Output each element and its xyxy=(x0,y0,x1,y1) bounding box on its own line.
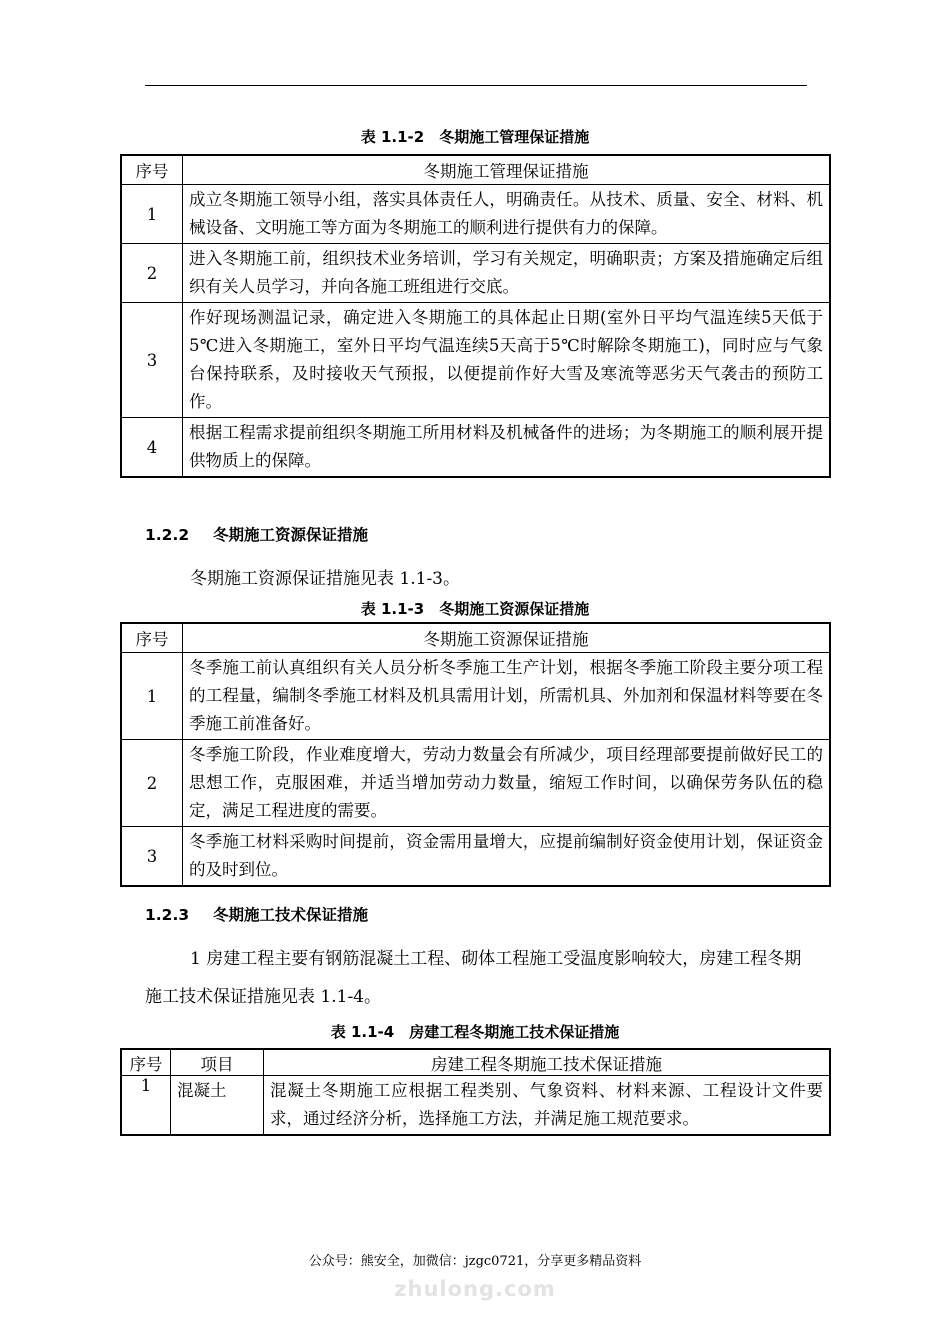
row-text: 冬季施工阶段，作业难度增大，劳动力数量会有所减少，项目经理部要提前做好民工的思想工作，克服困难，并适当增加劳动力数量，缩短工作时间，以确保劳务队伍的稳定，满足工程进度的需要。 xyxy=(183,740,831,827)
row-number: 2 xyxy=(121,740,183,827)
row-text: 混凝土冬期施工应根据工程类别、气象资料、材料来源、工程设计文件要求，通过经济分析，选择施工方法，并满足施工规范要求。 xyxy=(264,1076,831,1136)
table-management-measures xyxy=(120,154,831,478)
section-heading-resources xyxy=(145,523,368,545)
table2-caption: 表 1.1-3 冬期施工资源保证措施 xyxy=(360,600,590,618)
footer-note: 公众号：熊安全，加微信：jzgc0721，分享更多精品资料 xyxy=(308,1254,642,1269)
table-row xyxy=(121,185,830,244)
table-row xyxy=(121,740,830,827)
row-number: 4 xyxy=(121,418,183,478)
table-technical-measures xyxy=(120,1048,831,1136)
table-header-row xyxy=(121,1049,830,1076)
row-text: 成立冬期施工领导小组，落实具体责任人，明确责任。从技术、质量、安全、材料、机械设备、文明施工等方面为冬期施工的顺利进行提供有力的保障。 xyxy=(183,185,831,244)
header-measures: 冬期施工资源保证措施 xyxy=(183,623,831,653)
row-number: 1 xyxy=(121,1076,171,1136)
header-rule xyxy=(145,85,807,86)
row-text: 根据工程需求提前组织冬期施工所用材料及机械备件的进场；为冬期施工的顺利展开提供物质上的保障。 xyxy=(183,418,831,478)
header-seq: 序号 xyxy=(121,623,183,653)
row-number: 3 xyxy=(121,827,183,887)
table-row xyxy=(121,827,830,887)
table-resource-measures xyxy=(120,622,831,887)
header-measures: 房建工程冬期施工技术保证措施 xyxy=(264,1049,831,1076)
header-measures: 冬期施工管理保证措施 xyxy=(183,155,831,185)
section-title: 冬期施工资源保证措施 xyxy=(213,526,369,544)
table-row xyxy=(121,244,830,303)
header-item: 项目 xyxy=(171,1049,264,1076)
section-number: 1.2.2 xyxy=(145,526,190,544)
row-number: 1 xyxy=(121,185,183,244)
paragraph: 1 房建工程主要有钢筋混凝土工程、砌体工程施工受温度影响较大，房建工程冬期施工技术保证措施见表 1.1-4。 xyxy=(145,949,802,1007)
table-row xyxy=(121,418,830,478)
table-row xyxy=(121,303,830,418)
table-row xyxy=(121,653,830,740)
row-text: 作好现场测温记录，确定进入冬期施工的具体起止日期(室外日平均气温连续5天低于5℃进入冬期施工，室外日平均气温连续5天高于5℃时解除冬期施工)，同时应与气象台保持联系，及时接收天气预报，以便提前作好大雪及寒流等恶劣天气袭击的预防工作。 xyxy=(183,303,831,418)
section-heading-technical xyxy=(145,903,368,925)
row-item: 混凝土 xyxy=(171,1076,264,1136)
table3-caption: 表 1.1-4 房建工程冬期施工技术保证措施 xyxy=(330,1023,620,1041)
row-text: 冬季施工材料采购时间提前，资金需用量增大，应提前编制好资金使用计划，保证资金的及时到位。 xyxy=(183,827,831,887)
watermark: zhulong.com xyxy=(394,1277,556,1301)
header-seq: 序号 xyxy=(121,1049,171,1076)
row-number: 2 xyxy=(121,244,183,303)
row-number: 1 xyxy=(121,653,183,740)
row-text: 冬季施工前认真组织有关人员分析冬季施工生产计划，根据冬季施工阶段主要分项工程的工程量，编制冬季施工材料及机具需用计划，所需机具、外加剂和保温材料等要在冬季施工前准备好。 xyxy=(183,653,831,740)
header-seq: 序号 xyxy=(121,155,183,185)
table1-caption: 表 1.1-2 冬期施工管理保证措施 xyxy=(360,128,590,146)
table-header-row xyxy=(121,623,830,653)
row-number: 3 xyxy=(121,303,183,418)
row-text: 进入冬期施工前，组织技术业务培训，学习有关规定，明确职责；方案及措施确定后组织有关人员学习，并向各施工班组进行交底。 xyxy=(183,244,831,303)
section-title: 冬期施工技术保证措施 xyxy=(213,906,369,924)
table-row xyxy=(121,1076,830,1136)
table-header-row xyxy=(121,155,830,185)
section-number: 1.2.3 xyxy=(145,906,190,924)
paragraph: 冬期施工资源保证措施见表 1.1-3。 xyxy=(190,569,460,589)
